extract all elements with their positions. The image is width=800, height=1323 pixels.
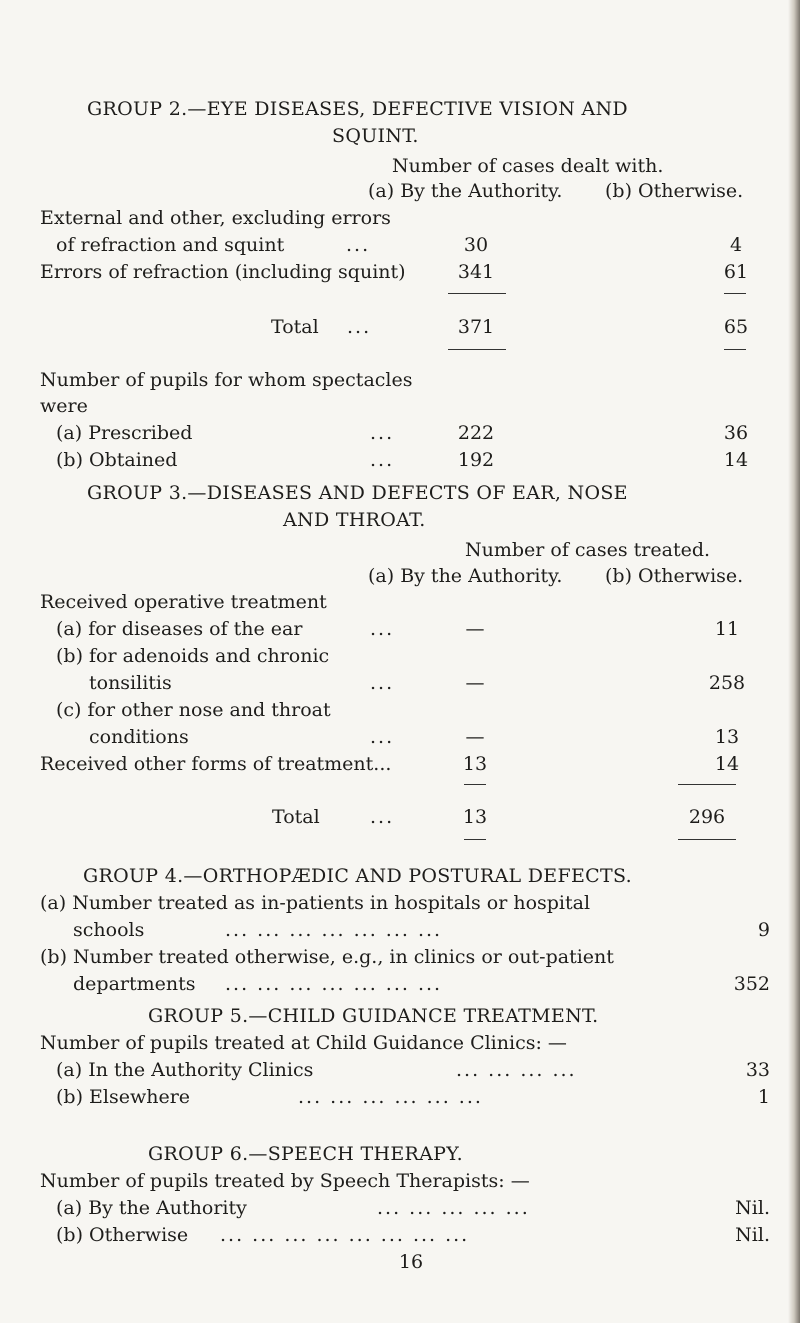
group3-rule-b-top (678, 784, 736, 785)
group4-heading: GROUP 4.—ORTHOPÆDIC AND POSTURAL DEFECTS. (83, 865, 632, 887)
group2-col-b-header: (b) Otherwise. (605, 180, 744, 202)
group2-row1-a: 30 (463, 234, 489, 256)
group2-subheading: Number of cases dealt with. (392, 155, 664, 177)
group3-throat-label-line1: (c) for other nose and throat (56, 699, 331, 721)
group6-b-label: (b) Otherwise (56, 1224, 189, 1246)
group4-b-leader: ... ... ... ... ... ... ... (225, 973, 443, 995)
group3-total-label: Total (272, 806, 320, 828)
group5-a-label: (a) In the Authority Clinics (56, 1059, 314, 1081)
group2-spectacles-label-line1: Number of pupils for whom spectacles (40, 369, 413, 391)
group2-rule-a-bottom (448, 349, 506, 350)
group2-prescribed-b: 36 (723, 422, 749, 444)
group2-prescribed-leader: ... (370, 422, 395, 444)
group3-other-a: 13 (462, 753, 488, 775)
group2-row1-label-line1: External and other, excluding errors (40, 207, 391, 229)
group2-row1-b: 4 (729, 234, 743, 256)
page-number: 16 (398, 1251, 424, 1273)
group4-a-leader: ... ... ... ... ... ... ... (225, 919, 443, 941)
group3-other-label: Received other forms of treatment... (40, 753, 392, 775)
group4-b-line1: (b) Number treated otherwise, e.g., in clinics or out-patient (40, 946, 614, 968)
group2-heading-line2: SQUINT. (332, 125, 419, 147)
group3-col-a-header: (a) By the Authority. (368, 565, 563, 587)
group3-ear-b: 11 (714, 618, 740, 640)
group5-heading: GROUP 5.—CHILD GUIDANCE TREATMENT. (148, 1005, 599, 1027)
group3-rule-a-bottom (464, 839, 486, 840)
group2-total-a: 371 (457, 316, 495, 338)
group4-a-line1: (a) Number treated as in-patients in hospitals or hospital (40, 892, 591, 914)
group2-prescribed-a: 222 (457, 422, 495, 444)
group2-row2-a: 341 (457, 261, 495, 283)
group3-rule-a-top (464, 784, 486, 785)
group4-a-line2: schools (73, 919, 145, 941)
group6-a-leader: ... ... ... ... ... (377, 1197, 530, 1219)
group3-adenoids-b: 258 (708, 672, 746, 694)
group3-ear-label: (a) for diseases of the ear (56, 618, 303, 640)
group5-a-value: 33 (745, 1059, 770, 1081)
group2-row1-label-line2: of refraction and squint (56, 234, 285, 256)
group4-a-value: 9 (757, 919, 770, 941)
group2-rule-b-bottom (724, 349, 746, 350)
group6-intro: Number of pupils treated by Speech Therapists: — (40, 1170, 530, 1192)
group3-operative-label: Received operative treatment (40, 591, 327, 613)
group2-obtained-b: 14 (723, 449, 749, 471)
group5-intro: Number of pupils treated at Child Guidance Clinics: — (40, 1032, 567, 1054)
group3-adenoids-label-line1: (b) for adenoids and chronic (56, 645, 330, 667)
group5-b-leader: ... ... ... ... ... ... (298, 1086, 483, 1108)
group2-total-leader: ... (347, 316, 372, 338)
group3-ear-a: — (465, 618, 485, 640)
group6-b-value: Nil. (735, 1224, 770, 1246)
group2-spectacles-label-line2: were (40, 395, 88, 417)
group2-total-label: Total (271, 316, 319, 338)
group3-adenoids-a: — (465, 672, 485, 694)
group5-b-value: 1 (757, 1086, 770, 1108)
group3-subheading: Number of cases treated. (465, 539, 711, 561)
group2-obtained-label: (b) Obtained (56, 449, 178, 471)
group3-heading-line2: AND THROAT. (283, 509, 426, 531)
group3-throat-leader: ... (370, 726, 395, 748)
group2-prescribed-label: (a) Prescribed (56, 422, 193, 444)
group5-a-leader: ... ... ... ... (456, 1059, 577, 1081)
group3-col-b-header: (b) Otherwise. (605, 565, 744, 587)
group2-total-b: 65 (723, 316, 749, 338)
group3-ear-leader: ... (370, 618, 395, 640)
group4-b-value: 352 (733, 973, 770, 995)
group2-heading-line1: GROUP 2.—EYE DISEASES, DEFECTIVE VISION AND (87, 98, 628, 120)
page-edge-shadow (788, 0, 800, 1323)
group3-throat-label-line2: conditions (89, 726, 189, 748)
group3-adenoids-leader: ... (370, 672, 395, 694)
group2-row2-b: 61 (723, 261, 749, 283)
group4-b-line2: departments (73, 973, 196, 995)
group2-obtained-leader: ... (370, 449, 395, 471)
group2-row1-leader: ... (346, 234, 371, 256)
group6-a-value: Nil. (735, 1197, 770, 1219)
group3-throat-b: 13 (714, 726, 740, 748)
group5-b-label: (b) Elsewhere (56, 1086, 191, 1108)
group3-total-a: 13 (462, 806, 488, 828)
group2-obtained-a: 192 (457, 449, 495, 471)
group6-heading: GROUP 6.—SPEECH THERAPY. (148, 1143, 463, 1165)
group3-throat-a: — (465, 726, 485, 748)
group6-b-leader: ... ... ... ... ... ... ... ... (220, 1224, 470, 1246)
group2-rule-b-top (724, 293, 746, 294)
group2-col-a-header: (a) By the Authority. (368, 180, 563, 202)
group3-adenoids-label-line2: tonsilitis (89, 672, 172, 694)
group6-a-label: (a) By the Authority (56, 1197, 247, 1219)
group3-rule-b-bottom (678, 839, 736, 840)
group3-total-b: 296 (688, 806, 726, 828)
group2-rule-a-top (448, 293, 506, 294)
group3-other-b: 14 (714, 753, 740, 775)
group3-heading-line1: GROUP 3.—DISEASES AND DEFECTS OF EAR, NOSE (87, 482, 628, 504)
group2-row2-label: Errors of refraction (including squint) (40, 261, 406, 283)
group3-total-leader: ... (370, 806, 395, 828)
